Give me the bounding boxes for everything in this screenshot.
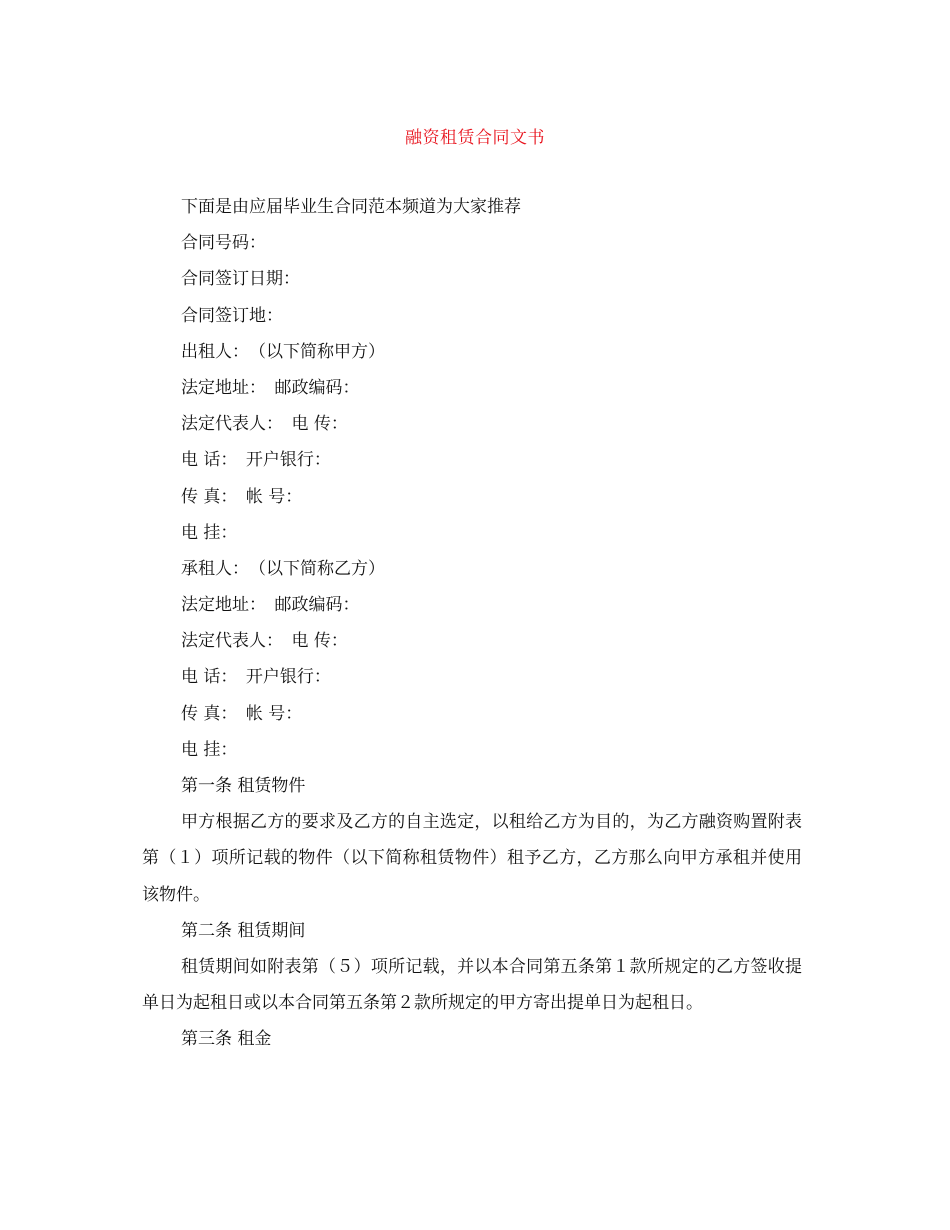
signing-place-line: 合同签订地： [181,305,283,326]
article3-heading: 第三条 租金 [181,1029,272,1050]
signing-date-line: 合同签订日期： [181,269,300,290]
article1-heading: 第一条 租赁物件 [181,776,306,796]
contract-number-line: 合同号码： [181,233,266,254]
lessee-address-line: 法定地址： 邮政编码： [181,595,360,616]
lessee-cable-line: 电 挂： [181,739,238,760]
lessor-line: 出租人： （以下简称甲方） [181,341,385,362]
lessor-cable-line: 电 挂： [181,522,238,543]
lessor-representative-line: 法定代表人： 电 传： [181,414,348,435]
lessee-representative-line: 法定代表人： 电 传： [181,631,348,652]
lessor-address-line: 法定地址： 邮政编码： [181,377,360,398]
document-body [142,189,802,1058]
document-title: 融资租赁合同文书 [405,128,545,148]
lessee-line: 承租人： （以下简称乙方） [181,558,385,579]
lessor-fax-line: 传 真： 帐 号： [181,486,303,507]
article1-paragraph: 甲方根据乙方的要求及乙方的自主选定，以租给乙方为目的，为乙方融资购置附表第（１）项所记载的物件（以下简称租赁物件）租予乙方，乙方那么向甲方承租并使用该物件。 [142,812,802,905]
lessee-fax-line: 传 真： 帐 号： [181,703,303,724]
lessee-phone-line: 电 话： 开户银行： [181,667,331,688]
lessor-phone-line: 电 话： 开户银行： [181,450,331,471]
article2-paragraph: 租赁期间如附表第（５）项所记载，并以本合同第五条第１款所规定的乙方签收提单日为起租日或以本合同第五条第２款所规定的甲方寄出提单日为起租日。 [142,956,802,1014]
article2-heading: 第二条 租赁期间 [181,920,306,941]
intro-line: 下面是由应届毕业生合同范本频道为大家推荐 [181,197,521,217]
